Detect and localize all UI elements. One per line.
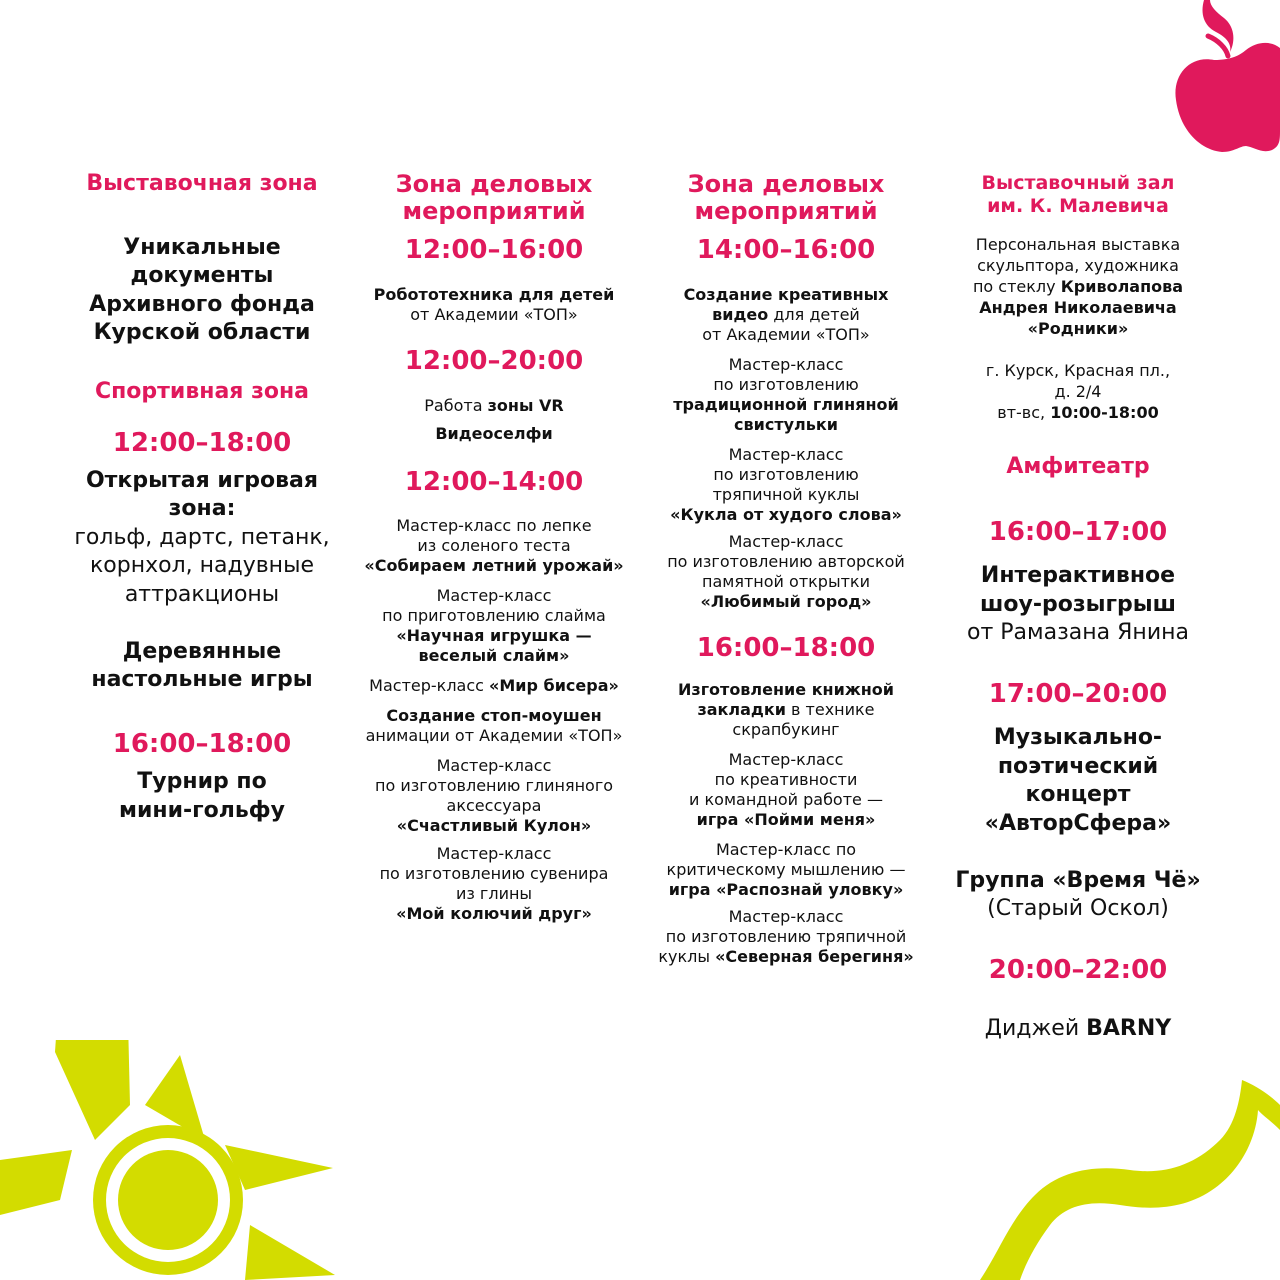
book-line2-bold: закладки	[697, 700, 786, 719]
mc2-line1: Мастер-класс	[728, 445, 844, 464]
video-line3: от Академии «ТОП»	[702, 325, 870, 344]
zone-title-line1: Зона деловых	[687, 170, 885, 198]
mc4-line3: и командной работе —	[689, 790, 883, 809]
mc1-line1: Мастер-класс по лепке	[396, 516, 592, 535]
vr-pre: Работа	[424, 396, 488, 415]
addr-line1: г. Курск, Красная пл.,	[985, 361, 1171, 380]
time-slot: 12:00–16:00	[404, 235, 584, 265]
time-slot: 12:00–20:00	[404, 346, 584, 376]
show-line1: Интерактивное	[980, 563, 1176, 588]
time-slot: 12:00–18:00	[112, 428, 292, 458]
mc6-line2: по изготовлению тряпичной	[665, 927, 907, 946]
vr-bold: зоны VR	[487, 396, 564, 415]
game-line4: корнхол, надувные	[90, 553, 314, 578]
mc3-line3: памятной открытки	[702, 572, 870, 591]
mc1-line4: свистульки	[734, 415, 838, 434]
mc1-line3: «Собираем летний урожай»	[364, 556, 624, 575]
mc5-line1: Мастер-класс	[436, 844, 552, 863]
archive-line4: Курской области	[93, 320, 311, 345]
archive-line1: Уникальные	[123, 235, 281, 260]
video-line2-rest: для детей	[768, 305, 860, 324]
game-line1: Открытая игровая	[85, 468, 319, 493]
dj-pre: Диджей	[984, 1016, 1087, 1041]
time-slot: 20:00–22:00	[988, 955, 1168, 985]
mc1-line3: традиционной глиняной	[673, 395, 899, 414]
mc6-line3-pre: куклы	[658, 947, 716, 966]
book-line3: скрапбукинг	[732, 720, 840, 739]
wood-line2: настольные игры	[91, 667, 313, 692]
mc4-line3: аксессуара	[446, 796, 542, 815]
zone-title-line2: им. К. Малевича	[987, 195, 1169, 217]
mc2-line2: по приготовлению слайма	[382, 606, 606, 625]
zone-title-line2: мероприятий	[694, 197, 878, 225]
time-slot: 12:00–14:00	[404, 467, 584, 497]
mc2-line2: по изготовлению	[713, 465, 859, 484]
game-line2: зона:	[168, 496, 236, 521]
mc3-line4: «Любимый город»	[700, 592, 872, 611]
anim-line2: анимации от Академии «ТОП»	[365, 726, 623, 745]
show-line3: от Рамазана Янина	[967, 620, 1189, 645]
mc5-line2: критическому мышлению —	[666, 860, 906, 879]
mc6-line3-bold: «Северная берегиня»	[715, 947, 914, 966]
concert-line1: Музыкально-	[993, 725, 1163, 750]
mc5-line2: по изготовлению сувенира	[379, 864, 609, 883]
time-slot: 14:00–16:00	[696, 235, 876, 265]
zone-title-line1: Зона деловых	[395, 170, 593, 198]
mc3-line2: по изготовлению авторской	[667, 552, 905, 571]
mc4-line4: игра «Пойми меня»	[696, 810, 876, 829]
zone-title-sport: Спортивная зона	[94, 379, 310, 404]
mc4-line1: Мастер-класс	[728, 750, 844, 769]
mc3-line1: Мастер-класс	[728, 532, 844, 551]
golf-line2: мини-гольфу	[119, 798, 285, 823]
mc2-line1: Мастер-класс	[436, 586, 552, 605]
mc2-line4: «Кукла от худого слова»	[670, 505, 902, 524]
anim-line1: Создание стоп-моушен	[386, 706, 602, 725]
dj-bold: BARNY	[1086, 1016, 1172, 1041]
time-slot: 16:00–18:00	[112, 729, 292, 759]
show-line2: шоу-розыгрыш	[980, 592, 1176, 617]
mc5-line3: игра «Распознай уловку»	[668, 880, 904, 899]
time-slot: 17:00–20:00	[988, 679, 1168, 709]
video-line2-bold: видео	[712, 305, 769, 324]
exh-line3-bold: Криволапова	[1060, 277, 1184, 296]
exh-line1: Персональная выставка	[975, 235, 1181, 254]
mc1-line2: по изготовлению	[713, 375, 859, 394]
game-line3: гольф, дартс, петанк,	[74, 525, 330, 550]
hours-bold: 10:00-18:00	[1050, 403, 1159, 422]
time-slot: 16:00–18:00	[696, 633, 876, 663]
exh-line5: «Родники»	[1027, 319, 1129, 338]
zone-title-amphitheater: Амфитеатр	[1006, 454, 1150, 479]
addr-line2: д. 2/4	[1054, 382, 1102, 401]
mc2-line3: «Научная игрушка —	[396, 626, 592, 645]
group-line1: Группа «Время Чё»	[955, 868, 1201, 893]
exh-line4: Андрея Николаевича	[979, 298, 1177, 317]
mc1-line2: из соленого теста	[417, 536, 571, 555]
archive-line3: Архивного фонда	[89, 292, 315, 317]
zone-title-line2: мероприятий	[402, 197, 586, 225]
video-line1: Создание креативных	[683, 285, 889, 304]
archive-line2: документы	[130, 263, 274, 288]
concert-line3: концерт	[1025, 782, 1131, 807]
mc2-line4: веселый слайм»	[418, 646, 570, 665]
robot-line2: от Академии «ТОП»	[410, 305, 578, 324]
column-malevich-amphitheater	[933, 0, 1223, 1280]
mc2-line3: тряпичной куклы	[712, 485, 860, 504]
mc5-line4: «Мой колючий друг»	[396, 904, 592, 923]
zone-title-exhibition: Выставочная зона	[86, 171, 318, 196]
column-business-2	[641, 0, 931, 1280]
zone-title-line1: Выставочный зал	[981, 172, 1175, 194]
mc4-line1: Мастер-класс	[436, 756, 552, 775]
column-business-1	[349, 0, 639, 1280]
column-exhibition-sport	[57, 0, 347, 1280]
concert-line4: «АвторСфера»	[984, 811, 1172, 836]
exh-line3-pre: по стеклу	[972, 277, 1061, 296]
mc5-line3: из глины	[455, 884, 533, 903]
mc4-line2: по креативности	[714, 770, 858, 789]
robot-line1: Робототехника для детей	[373, 285, 615, 304]
wood-line1: Деревянные	[122, 639, 282, 664]
mc5-line1: Мастер-класс по	[715, 840, 857, 859]
book-line2-rest: в технике	[785, 700, 875, 719]
golf-line1: Турнир по	[137, 769, 267, 794]
concert-line2: поэтический	[997, 754, 1159, 779]
hours-pre: вт-вс,	[997, 403, 1051, 422]
mc6-line1: Мастер-класс	[728, 907, 844, 926]
mc3-pre: Мастер-класс	[369, 676, 490, 695]
mc3-bold: «Мир бисера»	[489, 676, 619, 695]
mc1-line1: Мастер-класс	[728, 355, 844, 374]
time-slot: 16:00–17:00	[988, 517, 1168, 547]
mc4-line4: «Счастливый Кулон»	[396, 816, 592, 835]
mc4-line2: по изготовлению глиняного	[374, 776, 614, 795]
book-line1: Изготовление книжной	[678, 680, 894, 699]
group-line2: (Старый Оскол)	[987, 896, 1169, 921]
selfie: Видеоселфи	[435, 424, 553, 443]
exh-line2: скульптора, художника	[977, 256, 1179, 275]
game-line5: аттракционы	[124, 582, 280, 607]
